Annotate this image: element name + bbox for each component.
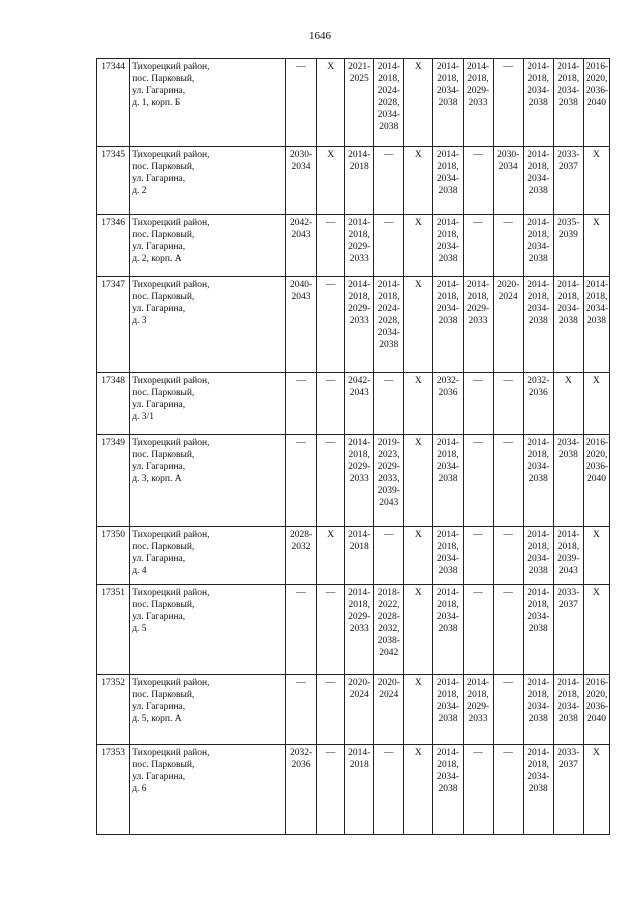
period-cell: — [374,147,404,215]
period-cell: Х [404,675,433,745]
period-cell: 2021- 2025 [345,59,374,147]
period-cell: 2014- 2018, 2034- 2038 [523,215,553,277]
period-cell: 2014- 2018, 2034- 2038 [523,527,553,585]
period-cell: Х [404,373,433,435]
period-cell: 2014- 2018, 2034- 2038 [433,585,463,675]
period-cell: 2014- 2018, 2034- 2038 [553,59,583,147]
period-cell: — [493,215,523,277]
page-number: 1646 [309,30,331,42]
period-cell: — [493,373,523,435]
period-cell: Х [317,59,345,147]
period-cell: 2014- 2018, 2034- 2038 [523,585,553,675]
table-row [97,59,610,147]
period-cell: — [317,745,345,835]
period-cell: Х [553,373,583,435]
record-number: 17345 [97,147,130,215]
record-number: 17352 [97,675,130,745]
period-cell: 2014- 2018 [345,527,374,585]
address-cell: Тихорецкий район, пос. Парковый, ул. Гагарина, д. 2, корп. А [130,215,286,277]
period-cell: Х [583,373,609,435]
period-cell: 2014- 2018, 2034- 2038 [433,745,463,835]
period-cell: — [285,675,316,745]
period-cell: 2042- 2043 [285,215,316,277]
period-cell: 2014- 2018 [345,147,374,215]
period-cell: 2014- 2018, 2029- 2033 [345,277,374,373]
period-cell: 2020- 2024 [374,675,404,745]
period-cell: 2014- 2018, 2034- 2038 [523,147,553,215]
period-cell: Х [404,585,433,675]
period-cell: Х [317,147,345,215]
record-number: 17351 [97,585,130,675]
period-cell: 2014- 2018, 2029- 2033 [463,59,493,147]
period-cell: Х [404,147,433,215]
period-cell: — [493,585,523,675]
period-cell: — [493,59,523,147]
address-cell: Тихорецкий район, пос. Парковый, ул. Гагарина, д. 6 [130,745,286,835]
period-cell: Х [317,527,345,585]
table-row [97,373,610,435]
table-row [97,527,610,585]
period-cell: 2014- 2018, 2029- 2033 [345,585,374,675]
address-cell: Тихорецкий район, пос. Парковый, ул. Гагарина, д. 5 [130,585,286,675]
period-cell: — [493,435,523,527]
period-cell: 2014- 2018, 2034- 2038 [433,59,463,147]
period-cell: 2014- 2018, 2029- 2033 [463,675,493,745]
period-cell: 2019- 2023, 2029- 2033, 2039- 2043 [374,435,404,527]
period-cell: 2032- 2036 [285,745,316,835]
period-cell: — [317,675,345,745]
period-cell: — [317,435,345,527]
period-cell: — [285,373,316,435]
period-cell: — [317,215,345,277]
table-row [97,147,610,215]
period-cell: — [374,527,404,585]
table-row [97,745,610,835]
table-row [97,585,610,675]
period-cell: 2014- 2018, 2034- 2038 [553,675,583,745]
record-number: 17353 [97,745,130,835]
period-cell: 2014- 2018, 2034- 2038 [523,675,553,745]
address-cell: Тихорецкий район, пос. Парковый, ул. Гагарина, д. 4 [130,527,286,585]
address-cell: Тихорецкий район, пос. Парковый, ул. Гагарина, д. 5, корп. А [130,675,286,745]
table-row [97,277,610,373]
period-cell: Х [404,527,433,585]
period-cell: 2014- 2018, 2024- 2028, 2034- 2038 [374,277,404,373]
period-cell: 2014- 2018, 2034- 2038 [433,435,463,527]
period-cell: 2014- 2018, 2034- 2038 [583,277,609,373]
period-cell: — [285,59,316,147]
period-cell: 2028- 2032 [285,527,316,585]
period-cell: — [317,585,345,675]
period-cell: 2014- 2018, 2034- 2038 [523,59,553,147]
period-cell: 2030- 2034 [285,147,316,215]
address-cell: Тихорецкий район, пос. Парковый, ул. Гагарина, д. 2 [130,147,286,215]
record-number: 17349 [97,435,130,527]
period-cell: — [317,373,345,435]
period-cell: 2014- 2018, 2034- 2038 [523,277,553,373]
period-cell: — [463,527,493,585]
table-row [97,435,610,527]
period-cell: Х [583,745,609,835]
period-cell: — [463,585,493,675]
period-cell: 2014- 2018, 2029- 2033 [463,277,493,373]
table-row [97,675,610,745]
period-cell: — [493,745,523,835]
period-cell: 2014- 2018, 2034- 2038 [433,215,463,277]
period-cell: — [374,745,404,835]
period-cell: 2014- 2018, 2029- 2033 [345,435,374,527]
period-cell: — [463,373,493,435]
period-cell: — [285,585,316,675]
period-cell: 2014- 2018, 2034- 2038 [433,527,463,585]
period-cell: 2042- 2043 [345,373,374,435]
record-number: 17346 [97,215,130,277]
period-cell: 2033- 2037 [553,745,583,835]
period-cell: 2014- 2018, 2034- 2038 [523,435,553,527]
period-cell: — [374,215,404,277]
address-cell: Тихорецкий район, пос. Парковый, ул. Гагарина, д. 3/1 [130,373,286,435]
period-cell: Х [583,147,609,215]
period-cell: 2014- 2018 [345,745,374,835]
period-cell: 2033- 2037 [553,585,583,675]
period-cell: 2032- 2036 [523,373,553,435]
record-number: 17347 [97,277,130,373]
period-cell: 2014- 2018, 2024- 2028, 2034- 2038 [374,59,404,147]
period-cell: 2014- 2018, 2034- 2038 [433,675,463,745]
period-cell: 2014- 2018, 2034- 2038 [523,745,553,835]
registry-table [96,58,610,835]
period-cell: — [493,675,523,745]
period-cell: Х [583,585,609,675]
period-cell: 2020- 2024 [493,277,523,373]
period-cell: 2020- 2024 [345,675,374,745]
address-cell: Тихорецкий район, пос. Парковый, ул. Гагарина, д. 1, корп. Б [130,59,286,147]
period-cell: — [463,215,493,277]
period-cell: 2016- 2020, 2036- 2040 [583,435,609,527]
period-cell: 2014- 2018, 2039- 2043 [553,527,583,585]
address-cell: Тихорецкий район, пос. Парковый, ул. Гагарина, д. 3 [130,277,286,373]
period-cell: 2030- 2034 [493,147,523,215]
period-cell: 2034- 2038 [553,435,583,527]
period-cell: Х [404,277,433,373]
period-cell: 2014- 2018, 2029- 2033 [345,215,374,277]
period-cell: — [463,435,493,527]
period-cell: Х [404,745,433,835]
period-cell: — [374,373,404,435]
period-cell: 2032- 2036 [433,373,463,435]
period-cell: 2014- 2018, 2034- 2038 [553,277,583,373]
record-number: 17350 [97,527,130,585]
period-cell: Х [404,59,433,147]
period-cell: — [463,745,493,835]
period-cell: 2014- 2018, 2034- 2038 [433,277,463,373]
record-number: 17344 [97,59,130,147]
period-cell: 2040- 2043 [285,277,316,373]
table-row [97,215,610,277]
period-cell: Х [583,527,609,585]
period-cell: — [317,277,345,373]
period-cell: Х [404,435,433,527]
period-cell: Х [404,215,433,277]
period-cell: 2016- 2020, 2036- 2040 [583,675,609,745]
period-cell: 2018- 2022, 2028- 2032, 2038- 2042 [374,585,404,675]
record-number: 17348 [97,373,130,435]
period-cell: 2033- 2037 [553,147,583,215]
period-cell: — [285,435,316,527]
period-cell: Х [583,215,609,277]
period-cell: 2016- 2020, 2036- 2040 [583,59,609,147]
period-cell: — [463,147,493,215]
period-cell: 2014- 2018, 2034- 2038 [433,147,463,215]
period-cell: 2035- 2039 [553,215,583,277]
period-cell: — [493,527,523,585]
address-cell: Тихорецкий район, пос. Парковый, ул. Гагарина, д. 3, корп. А [130,435,286,527]
